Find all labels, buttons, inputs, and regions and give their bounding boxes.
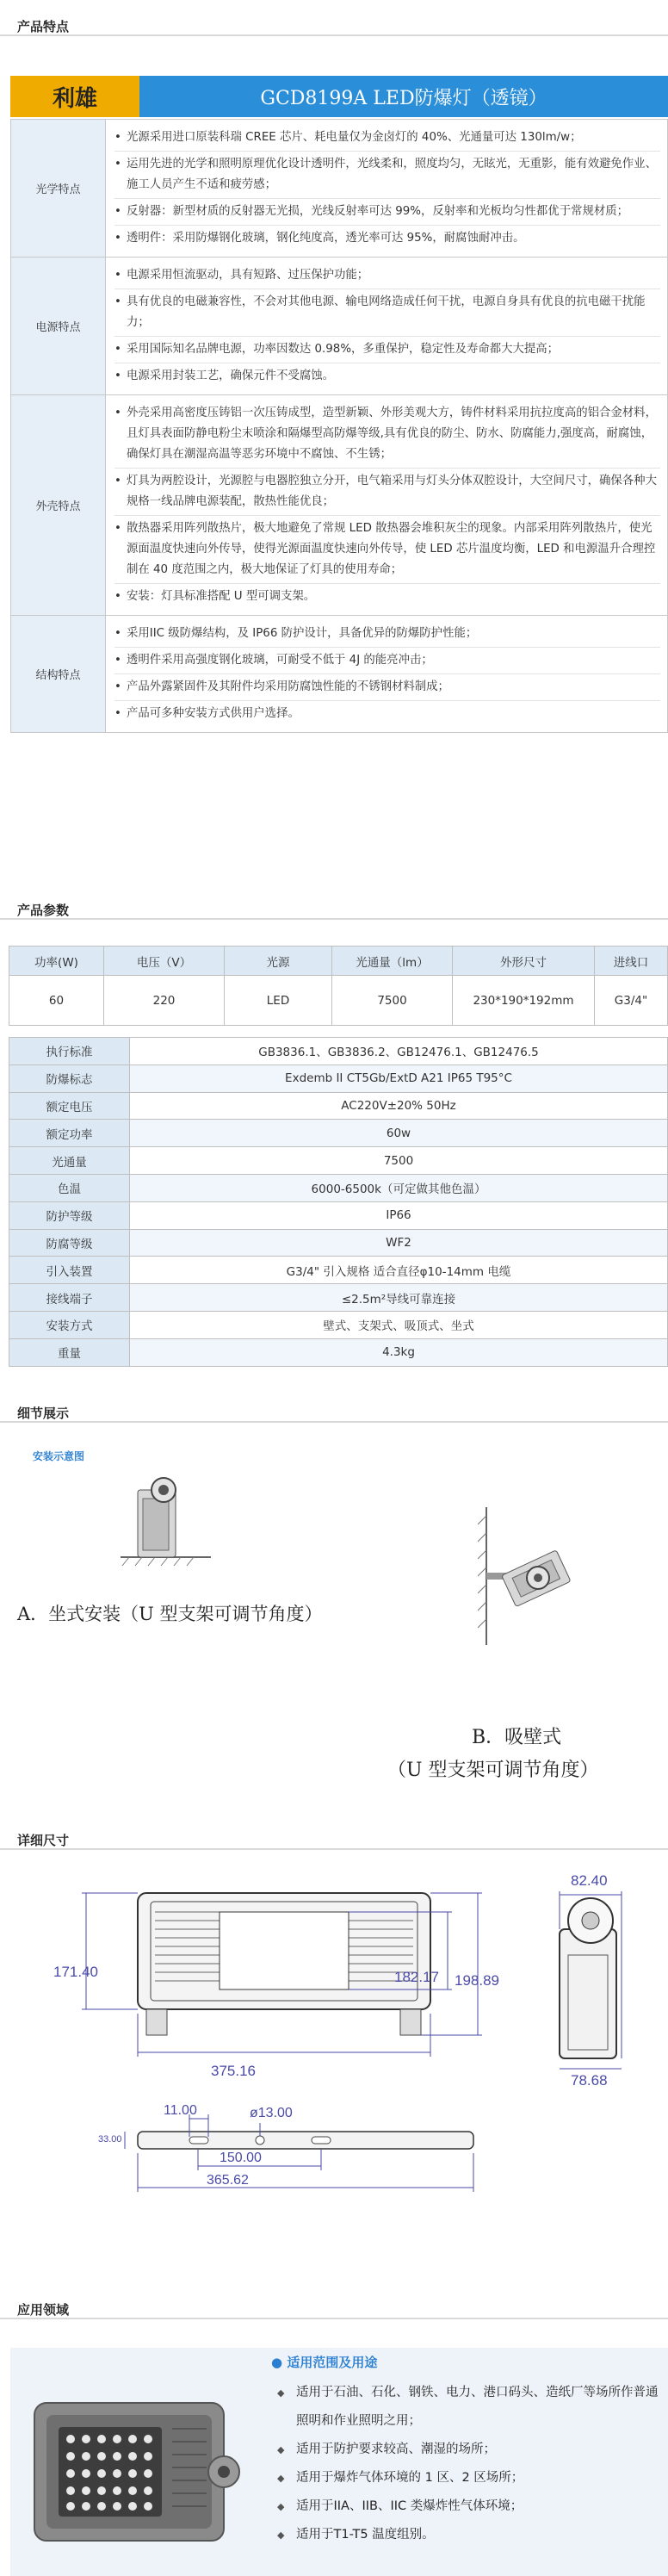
feature-item: • 透明件采用高强度钢化玻璃，可耐受不低于 4J 的能亮冲击； <box>114 648 660 674</box>
feature-row <box>11 395 668 616</box>
spec-row <box>9 1092 668 1120</box>
specs-table <box>9 1037 668 1367</box>
feature-item: • 反射器：新型材质的反射器无光损，光线反射率可达 99%，反射率和光板均匀性都优于常规材质； <box>114 199 660 226</box>
feature-list <box>106 258 667 394</box>
spec-key: 光通量 <box>9 1147 130 1175</box>
feature-list <box>106 120 667 257</box>
feature-category-label: 光学特点 <box>11 120 106 258</box>
spec-key: 引入装置 <box>9 1257 130 1284</box>
spec-key: 额定电压 <box>9 1092 130 1120</box>
dim-slot-width: 11.00 <box>164 2103 197 2118</box>
spec-row <box>9 1147 668 1175</box>
feature-list <box>106 616 667 732</box>
feature-item: • 电源采用恒流驱动，具有短路、过压保护功能； <box>114 263 660 289</box>
params-header-cell: 进线口 <box>595 947 668 976</box>
spec-row <box>9 1229 668 1257</box>
feature-items-cell <box>106 258 668 395</box>
feature-item: • 灯具为两腔设计，光源腔与电器腔独立分开，电气箱采用与灯头分体双腔设计，大空间尺寸，确保各种大规格一线品牌电源装配，散热性能优良； <box>114 469 660 516</box>
feature-items-cell <box>106 616 668 733</box>
feature-list <box>106 395 667 615</box>
application-item: ◆ 适用于T1-T5 温度组别。 <box>275 2521 663 2549</box>
application-item: ◆ 适用于防护要求较高、潮湿的场所； <box>275 2436 663 2464</box>
spec-value: AC220V±20% 50Hz <box>130 1092 668 1120</box>
dim-depth-top: 82.40 <box>571 1872 608 1889</box>
params-value-row <box>9 976 668 1026</box>
section-params-title <box>0 896 668 920</box>
product-photo <box>17 2377 258 2558</box>
caption-wall-mount-note: （U 型支架可调节角度） <box>387 1760 599 1781</box>
spec-row <box>9 1284 668 1312</box>
section-features-title <box>0 12 668 36</box>
spec-row <box>9 1257 668 1284</box>
dimension-drawing-bracket <box>121 2106 508 2209</box>
dim-height-inner: 182.17 <box>394 1969 439 1985</box>
dimension-drawing-side <box>551 1886 637 2076</box>
section-title-text: 产品参数 <box>17 903 70 918</box>
feature-item: • 外壳采用高密度压铸铝一次压铸成型，造型新颖、外形美观大方，铸件材料采用抗拉度高的铝合金材料，且灯具表面防静电粉尘末喷涂和隔爆型高防爆等级,具有优良的防尘、防水、防腐能力,强度高，耐腐蚀，确保灯具在潮湿高温等恶劣环境中不腐蚀、不生锈； <box>114 400 660 469</box>
spec-key: 执行标准 <box>9 1038 130 1065</box>
feature-item: • 透明件：采用防爆钢化玻璃，钢化纯度高，透光率可达 95%，耐腐蚀耐冲击。 <box>114 226 660 251</box>
feature-items-cell <box>106 120 668 258</box>
feature-item: • 散热器采用阵列散热片，极大地避免了常规 LED 散热器会堆积灰尘的现象。内部采用阵列散热片，使光源面温度快速向外传导，使得光源面温度快速向外传导，使 LED 芯片温度均衡，LED 和电源温升合理控制在 40 度范围之内，极大地保证了灯具的使用寿命； <box>114 516 660 584</box>
spec-key: 额定功率 <box>9 1120 130 1147</box>
dim-slot-spacing: 150.00 <box>220 2151 262 2165</box>
feature-item: • 采用IIC 级防爆结构，及 IP66 防护设计，具备优异的防爆防护性能； <box>114 621 660 648</box>
spec-value: 壁式、支架式、吸顶式、坐式 <box>130 1311 668 1338</box>
dimension-drawing-front <box>69 1867 516 2065</box>
params-header-row <box>9 947 668 976</box>
spec-value: ≤2.5m²导线可靠连接 <box>130 1284 668 1312</box>
spec-value: GB3836.1、GB3836.2、GB12476.1、GB12476.5 <box>130 1038 668 1065</box>
applications-list <box>275 2379 663 2549</box>
spec-row <box>9 1201 668 1229</box>
applications-title <box>271 2353 377 2371</box>
spec-value: 60w <box>130 1120 668 1147</box>
feature-row <box>11 616 668 733</box>
section-applications-title <box>0 2295 668 2319</box>
dim-depth-bottom: 78.68 <box>571 2072 608 2089</box>
section-title-text: 应用领域 <box>17 2302 70 2318</box>
spec-row <box>9 1038 668 1065</box>
brand-name: 利雄 <box>10 76 139 117</box>
spec-row <box>9 1120 668 1147</box>
params-header-cell: 功率(W) <box>9 947 104 976</box>
params-header-cell: 光通量（lm） <box>332 947 453 976</box>
params-cell: 7500 <box>332 976 453 1026</box>
feature-item: • 具有优良的电磁兼容性，不会对其他电源、输电网络造成任何干扰，电源自身具有优良的抗电磁干扰能力； <box>114 289 660 337</box>
app-title-icon: ● <box>271 2355 288 2370</box>
feature-item: • 采用国际知名品牌电源，功率因数达 0.98%，多重保护，稳定性及寿命都大大提高； <box>114 337 660 363</box>
product-header <box>10 76 668 117</box>
section-dimensions-title <box>0 1826 668 1850</box>
feature-row <box>11 120 668 258</box>
params-cell: 60 <box>9 976 104 1026</box>
application-item: ◆ 适用于爆炸气体环境的 1 区、2 区场所； <box>275 2464 663 2492</box>
spec-row <box>9 1174 668 1201</box>
params-cell: LED <box>225 976 332 1026</box>
spec-key: 色温 <box>9 1174 130 1201</box>
spec-value: Exdemb II CT5Gb/ExtD A21 IP65 T95°C <box>130 1065 668 1092</box>
params-cell: 230*190*192mm <box>453 976 595 1026</box>
application-item: ◆ 适用于石油、石化、钢铁、电力、港口码头、造纸厂等场所作普通照明和作业照明之用； <box>275 2379 663 2436</box>
params-header-cell: 光源 <box>225 947 332 976</box>
spec-value: 6000-6500k（可定做其他色温） <box>130 1174 668 1201</box>
feature-item: • 产品外露紧固件及其附件均采用防腐蚀性能的不锈钢材料制成； <box>114 674 660 701</box>
spec-row <box>9 1338 668 1366</box>
app-title-text: 适用范围及用途 <box>287 2355 378 2370</box>
spec-row <box>9 1311 668 1338</box>
dim-bracket-height: 33.00 <box>98 2134 122 2145</box>
params-table <box>9 946 668 1026</box>
install-diagram-label: 安装示意图 <box>33 1450 85 1462</box>
params-header-cell: 外形尺寸 <box>453 947 595 976</box>
spec-value: WF2 <box>130 1229 668 1257</box>
spec-key: 防腐等级 <box>9 1229 130 1257</box>
dim-bracket-length: 365.62 <box>207 2173 249 2188</box>
dim-height-left: 171.40 <box>53 1964 98 1980</box>
params-cell: 220 <box>104 976 225 1026</box>
features-table <box>10 119 668 733</box>
feature-category-label: 电源特点 <box>11 258 106 395</box>
caption-seat-mount: A．坐式安装（U 型支架可调节角度） <box>17 1604 323 1624</box>
dim-hole-diameter: ø13.00 <box>250 2106 293 2120</box>
dim-height-total: 198.89 <box>455 1972 499 1989</box>
feature-item: • 电源采用封装工艺，确保元件不受腐蚀。 <box>114 363 660 389</box>
feature-item: • 运用先进的光学和照明原理优化设计透明件，光线柔和，照度均匀，无眩光，无重影，能有效避免作业、施工人员产生不适和疲劳感； <box>114 152 660 199</box>
section-title-text: 详细尺寸 <box>17 1833 70 1848</box>
seat-mount-illustration <box>121 1464 215 1585</box>
spec-row <box>9 1065 668 1092</box>
feature-item: • 安装：灯具标准搭配 U 型可调支架。 <box>114 584 660 610</box>
feature-row <box>11 258 668 395</box>
wall-mount-illustration <box>478 1507 581 1645</box>
feature-items-cell <box>106 395 668 616</box>
feature-item: • 产品可多种安装方式供用户选择。 <box>114 701 660 727</box>
feature-item: • 光源采用进口原装科瑞 CREE 芯片、耗电量仅为金卤灯的 40%、光通量可达 130lm/w； <box>114 125 660 152</box>
section-details-title <box>0 1399 668 1423</box>
caption-wall-mount-title: B．吸壁式 <box>472 1727 562 1748</box>
spec-key: 重量 <box>9 1338 130 1366</box>
feature-category-label: 结构特点 <box>11 616 106 733</box>
spec-value: IP66 <box>130 1201 668 1229</box>
params-cell: G3/4" <box>595 976 668 1026</box>
section-title-text: 细节展示 <box>17 1406 70 1421</box>
spec-value: 4.3kg <box>130 1338 668 1366</box>
section-title-text: 产品特点 <box>17 19 70 34</box>
dim-width-total: 375.16 <box>211 2063 256 2079</box>
spec-value: G3/4" 引入规格 适合直径φ10-14mm 电缆 <box>130 1257 668 1284</box>
spec-key: 防护等级 <box>9 1201 130 1229</box>
params-header-cell: 电压（V） <box>104 947 225 976</box>
spec-value: 7500 <box>130 1147 668 1175</box>
spec-key: 安装方式 <box>9 1311 130 1338</box>
product-model: GCD8199A LED防爆灯（透镜） <box>139 76 668 117</box>
spec-key: 接线端子 <box>9 1284 130 1312</box>
application-item: ◆ 适用于IIA、IIB、IIC 类爆炸性气体环境； <box>275 2492 663 2521</box>
feature-category-label: 外壳特点 <box>11 395 106 616</box>
spec-key: 防爆标志 <box>9 1065 130 1092</box>
